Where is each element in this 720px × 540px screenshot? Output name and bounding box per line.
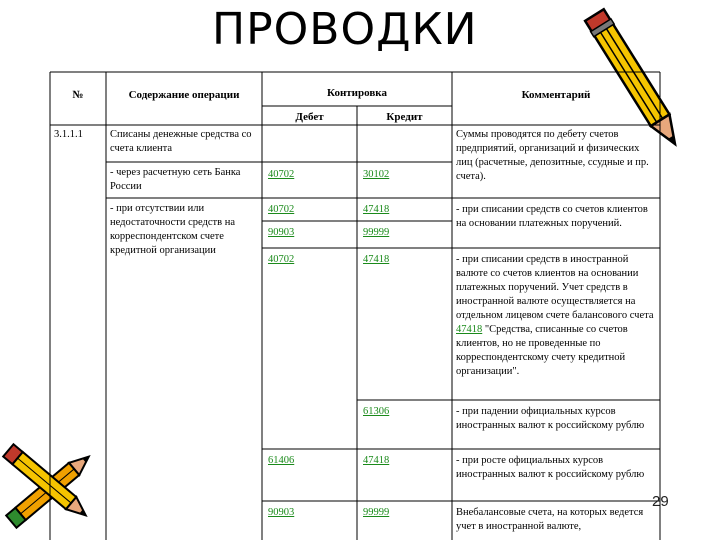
entry-credit-account[interactable]: 47418 bbox=[363, 455, 390, 466]
header-content: Содержание операции bbox=[128, 89, 240, 101]
account-link[interactable]: 47418 bbox=[456, 324, 483, 335]
comment-text: - при списании средств со счетов клиентов на основании платежных поручений. bbox=[456, 204, 648, 229]
entry-debit-account[interactable]: 61406 bbox=[268, 455, 295, 466]
operation-via-rkc: - через расчетную сеть Банка России bbox=[110, 167, 241, 192]
header-comment: Комментарий bbox=[521, 89, 591, 101]
header-number: № bbox=[72, 89, 84, 101]
entry-debit-account[interactable]: 40702 bbox=[268, 254, 295, 265]
entry-debit-account[interactable]: 40702 bbox=[268, 169, 295, 180]
entry-credit-account[interactable]: 99999 bbox=[363, 227, 390, 238]
row-number: 3.1.1.1 bbox=[54, 129, 83, 140]
entry-debit-account[interactable]: 40702 bbox=[268, 204, 295, 215]
comment-text: - при росте официальных курсов иностранных валют к российскому рублю bbox=[456, 455, 645, 480]
pencils-icon bbox=[0, 425, 110, 540]
comment-text bbox=[456, 253, 658, 379]
comment-part: - при списании средств в иностранной валюте со счетов клиентов на основании платежных поручений. Учет средств в иностранной валюте осуществляется на отдельном лицевом счете балансового счета bbox=[456, 254, 654, 321]
entry-credit-account[interactable]: 47418 bbox=[363, 204, 390, 215]
entry-debit-account[interactable]: 90903 bbox=[268, 227, 295, 238]
comment-text: Внебалансовые счета, на которых ведется учет в иностранной валюте, bbox=[456, 507, 644, 532]
header-credit: Кредит bbox=[386, 111, 423, 123]
entry-credit-account[interactable]: 30102 bbox=[363, 169, 390, 180]
entry-debit-account[interactable]: 90903 bbox=[268, 507, 295, 518]
page-title: ПРОВОДКИ bbox=[212, 4, 478, 55]
page-number: 29 bbox=[652, 493, 669, 510]
comment-text: - при падении официальных курсов иностранных валют к российскому рублю bbox=[456, 406, 645, 431]
header-debit: Дебет bbox=[295, 111, 324, 123]
header-kontirovka: Контировка bbox=[327, 87, 387, 99]
comment-part: "Средства, списанные со счетов клиентов, но не проведенные по корреспондентскому счету кредитной организации". bbox=[456, 324, 628, 377]
comment-text: Суммы проводятся по дебету счетов предприятий, организаций и физических лиц (расчетные, депозитные, ссудные и пр. счета). bbox=[456, 129, 649, 182]
entry-credit-account[interactable]: 47418 bbox=[363, 254, 390, 265]
entry-credit-account[interactable]: 61306 bbox=[363, 406, 390, 417]
operation-no-funds: - при отсутствии или недостаточности средств на корреспондентском счете кредитной организации bbox=[110, 203, 235, 256]
entry-credit-account[interactable]: 99999 bbox=[363, 507, 390, 518]
operation-main: Списаны денежные средства со счета клиента bbox=[110, 129, 252, 154]
